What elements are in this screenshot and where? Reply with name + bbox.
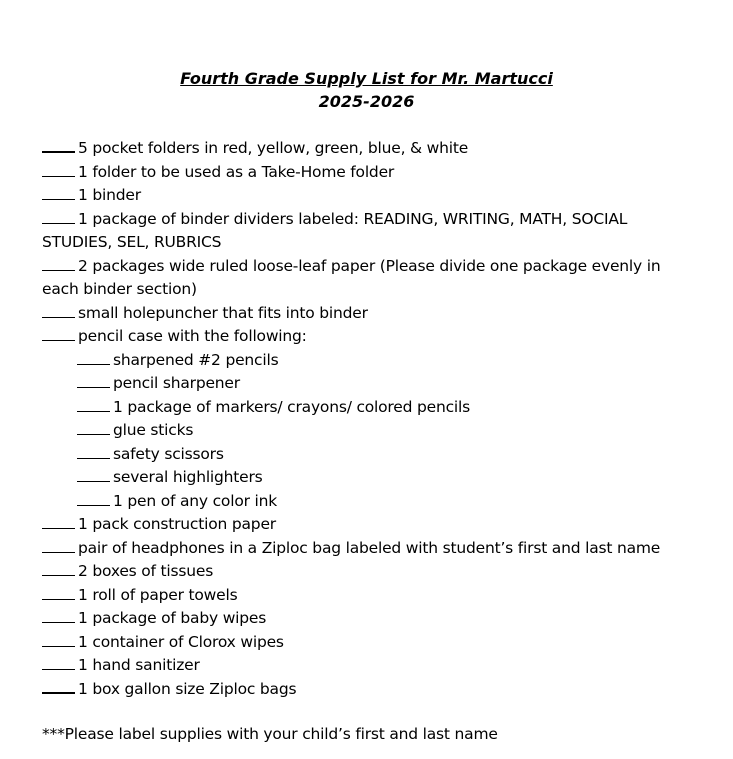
supply-item (42, 466, 702, 490)
checkbox-blank (42, 162, 75, 177)
supply-item (42, 302, 702, 326)
checkbox-blank (77, 491, 110, 506)
supply-item (42, 631, 702, 655)
supply-item (42, 184, 702, 208)
supply-item (42, 325, 702, 349)
document-title: Fourth Grade Supply List for Mr. Martucci (180, 69, 553, 88)
checkbox-blank (77, 397, 110, 412)
supply-item (42, 537, 702, 561)
checkbox-blank (42, 561, 75, 576)
supply-item-text: STUDIES, SEL, RUBRICS (42, 233, 222, 251)
supply-list (42, 137, 702, 701)
supply-item-text: 1 container of Clorox wipes (78, 632, 284, 651)
supply-item-text: 1 box gallon size Ziploc bags (78, 679, 297, 698)
supply-item-text: 1 hand sanitizer (78, 656, 200, 674)
supply-item (42, 490, 702, 514)
supply-item-text: small holepuncher that fits into binder (78, 303, 368, 322)
checkbox-blank (77, 420, 110, 435)
checkbox-blank (77, 350, 110, 365)
supply-item-text: 1 pack construction paper (78, 515, 276, 533)
supply-item-text: 5 pocket folders in red, yellow, green, blue, & white (78, 139, 469, 157)
supply-item-text: 1 roll of paper towels (78, 585, 238, 604)
checkbox-blank (42, 538, 75, 553)
supply-item-text: each binder section) (42, 280, 197, 298)
checkbox-blank (42, 514, 75, 529)
supply-item (42, 349, 702, 373)
supply-item (42, 560, 702, 584)
supply-item (42, 137, 702, 161)
supply-item (42, 443, 702, 467)
supply-item-text: 1 binder (78, 186, 141, 204)
supply-item-text: several highlighters (113, 468, 263, 486)
supply-item (42, 372, 702, 396)
checkbox-blank (42, 209, 75, 224)
checkbox-blank (77, 373, 110, 388)
supply-item-continuation (42, 231, 702, 255)
supply-item-text: pencil sharpener (113, 374, 240, 392)
checkbox-blank (42, 303, 75, 318)
checkbox-blank (42, 678, 75, 694)
checkbox-blank (42, 185, 75, 200)
supply-item-text: safety scissors (113, 444, 224, 463)
checkbox-blank (77, 444, 110, 459)
supply-item (42, 584, 702, 608)
checkbox-blank (42, 608, 75, 623)
checkbox-blank (42, 585, 75, 600)
supply-item-text: 1 pen of any color ink (113, 491, 278, 510)
checkbox-blank (42, 137, 75, 153)
supply-item (42, 419, 702, 443)
checkbox-blank (77, 467, 110, 482)
supply-item (42, 161, 702, 185)
supply-item-text: 1 package of baby wipes (78, 609, 267, 627)
supply-item (42, 513, 702, 537)
supply-item-continuation (42, 278, 702, 302)
supply-item-text: glue sticks (113, 421, 194, 439)
checkbox-blank (42, 326, 75, 341)
supply-item-text: 1 package of markers/ crayons/ colored pencils (113, 397, 470, 416)
supply-item (42, 208, 702, 232)
checkbox-blank (42, 632, 75, 647)
school-year: 2025-2026 (318, 92, 415, 111)
supply-item-text: 2 boxes of tissues (78, 562, 214, 580)
supply-item (42, 396, 702, 420)
supply-item (42, 678, 702, 702)
supply-item (42, 654, 702, 678)
supply-item-text: pencil case with the following: (78, 327, 307, 345)
supply-item (42, 607, 702, 631)
checkbox-blank (42, 655, 75, 670)
footer-note: ***Please label supplies with your child’s first and last name (42, 725, 498, 743)
supply-item-text: 2 packages wide ruled loose-leaf paper (Please divide one package evenly in (78, 256, 661, 275)
supply-item-text: 1 package of binder dividers labeled: READING, WRITING, MATH, SOCIAL (78, 209, 628, 228)
supply-item-text: sharpened #2 pencils (113, 350, 279, 369)
supply-item-text: 1 folder to be used as a Take-Home folder (78, 162, 395, 181)
supply-item (42, 255, 702, 279)
checkbox-blank (42, 256, 75, 271)
supply-item-text: pair of headphones in a Ziploc bag labeled with student’s first and last name (78, 538, 661, 557)
